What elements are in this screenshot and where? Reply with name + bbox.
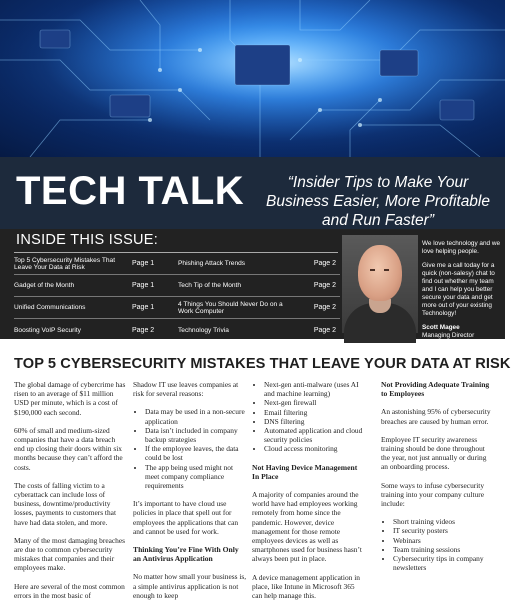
section-heading: Not Having Device Management In Place (252, 462, 358, 481)
article-column-4 (381, 380, 495, 581)
list-item: • Short training videos (393, 517, 495, 526)
toc-row (14, 275, 340, 297)
toc-item-page: Page 1 (132, 282, 155, 289)
table-of-contents (14, 253, 340, 341)
masthead-banner (0, 157, 505, 229)
list-item: • DNS filtering (264, 417, 366, 426)
article-paragraph: A majority of companies around the world have had employees working remotely from home since the pandemic. However, device management for those remote employees devices as well as smartphones used for business hasn’t always been put in place. (252, 490, 362, 564)
photo-eye (370, 269, 375, 271)
contact-blurb (422, 240, 504, 346)
toc-item-page: Page 2 (313, 260, 336, 267)
toc-item-title[interactable]: Boosting VoIP Security (14, 326, 81, 334)
author-name: Scott Magee (422, 324, 460, 331)
article-paragraph: 60% of small and medium-sized companies that have a data breach end up closing their doors within six months because they can’t afford the costs. (14, 425, 123, 472)
toc-item-page: Page 1 (132, 260, 155, 267)
article-paragraph: An astonishing 95% of cybersecurity breaches are caused by human error. (381, 407, 491, 426)
toc-item-page: Page 1 (132, 304, 155, 311)
inside-heading: INSIDE THIS ISSUE: (16, 232, 159, 248)
list-item: • Email filtering (264, 408, 366, 417)
list-item: • The app being used might not meet company compliance requirements (145, 463, 248, 491)
toc-item-page: Page 2 (313, 282, 336, 289)
toc-item-title[interactable]: Technology Trivia (178, 326, 229, 334)
toc-item-page: Page 2 (313, 326, 336, 334)
photo-eye (384, 269, 389, 271)
article-title: TOP 5 CYBERSECURITY MISTAKES THAT LEAVE YOUR DATA AT RISK (14, 356, 511, 372)
article-paragraph: The global damage of cybercrime has risen to an average of $11 million USD per minute, which is a cost of $190,000 each second. (14, 380, 126, 417)
section-heading: Thinking You’re Fine With Only an Antivirus Application (133, 545, 239, 564)
list-item: • Cybersecurity tips in company newsletters (393, 554, 495, 572)
article-paragraph: No matter how small your business is, a simple antivirus application is not enough to keep (133, 572, 247, 600)
list-item: • IT security posters (393, 526, 495, 535)
list-item: • Next-gen firewall (264, 398, 366, 407)
toc-item-title[interactable]: Unified Communications (14, 304, 86, 311)
author-role: Managing Director (422, 332, 475, 339)
article-column-1 (14, 380, 126, 609)
toc-item-page: Page 2 (132, 326, 155, 334)
section-heading: Not Providing Adequate Training to Employees (381, 380, 490, 399)
list-item: • Team training sessions (393, 545, 495, 554)
article-paragraph: Employee IT security awareness training should be done throughout the year, not just annually or during an onboarding process. (381, 434, 487, 472)
circuit-board-graphic (0, 0, 505, 157)
toc-item-title[interactable]: Top 5 Cybersecurity Mistakes That Leave Your Data at Risk (14, 256, 116, 271)
toc-row (14, 319, 340, 341)
list-item: • Data isn’t included in company backup strategies (145, 426, 248, 444)
article-paragraph: Shadow IT use leaves companies at risk for several reasons: (133, 380, 239, 399)
photo-head (358, 245, 402, 301)
list-item: • Data may be used in a non-secure application (145, 407, 248, 425)
toc-item-title[interactable]: Tech Tip of the Month (178, 282, 242, 289)
newsletter-title: TECH TALK (16, 169, 245, 213)
article-column-3 (252, 380, 366, 609)
security-layers-list (264, 380, 366, 454)
article-paragraph: A device management application in place, like Intune in Microsoft 365 can help manage this. (252, 572, 360, 601)
hero-circuit-image (0, 0, 505, 157)
list-item: • If the employee leaves, the data could be lost (145, 444, 248, 462)
toc-row (14, 253, 340, 275)
contact-intro: We love technology and we love helping people. (422, 240, 501, 255)
article-paragraph: It’s important to have cloud use policies in place that spell out for employees the applications that can and cannot be used for work. (133, 499, 239, 536)
contact-cta: Give me a call today for a quick (non-salesy) chat to find out whether my team and I can help you better secure your data and get more out of your existing Technology! (422, 262, 495, 317)
article-column-2 (133, 380, 248, 609)
toc-item-title[interactable]: 4 Things You Should Never Do on a Work Computer (178, 300, 283, 315)
article-paragraph: Here are several of the most common errors in the most basic of (14, 581, 125, 600)
list-item: • Cloud access monitoring (264, 444, 366, 453)
toc-item-title[interactable]: Gadget of the Month (14, 282, 75, 289)
author-photo (342, 235, 418, 333)
toc-row (14, 297, 340, 319)
article-paragraph: Some ways to infuse cybersecurity training into your company culture include: (381, 480, 485, 509)
newsletter-tagline: “Insider Tips to Make Your Business Easier, More Profitable and Run Faster” (266, 174, 490, 229)
toc-item-title[interactable]: Phishing Attack Trends (178, 260, 246, 267)
training-ideas-list (393, 517, 495, 572)
list-item: • Webinars (393, 536, 495, 545)
shadow-it-risks-list (145, 407, 248, 490)
list-item: • Automated application and cloud security policies (264, 426, 366, 444)
article-paragraph: Many of the most damaging breaches are due to common cybersecurity mistakes that companies and their employees make. (14, 535, 126, 573)
list-item: • Next-gen anti-malware (uses AI and machine learning) (264, 380, 366, 398)
toc-item-page: Page 2 (313, 304, 336, 311)
inside-this-issue-panel (0, 229, 505, 339)
article-paragraph: The costs of falling victim to a cyberattack can include loss of business, downtime/productivity losses, payments to customers that have had data stolen, and more. (14, 480, 117, 527)
